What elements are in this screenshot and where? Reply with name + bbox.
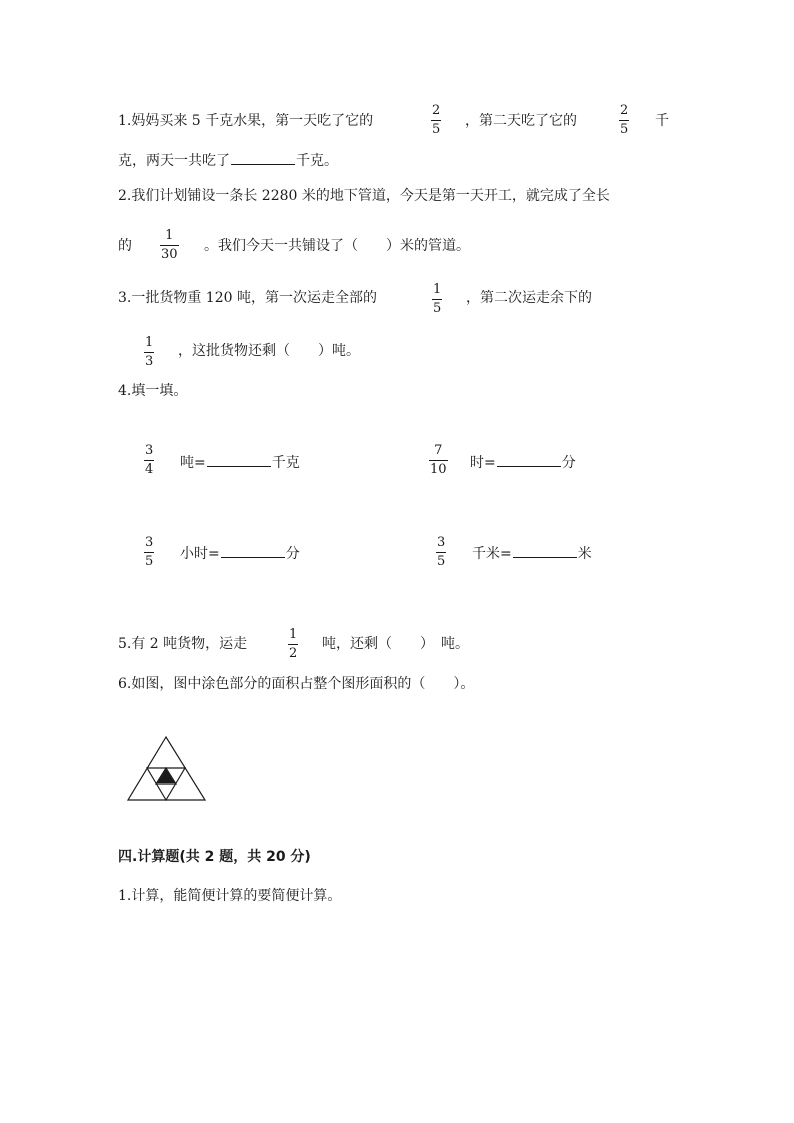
q1-text-pre: 1.妈妈买来 5 千克水果，第一天吃了它的 bbox=[118, 113, 374, 129]
q1-text-post: 千 bbox=[655, 113, 669, 129]
q4-item3-pre: 小时= bbox=[180, 546, 220, 562]
q1-frac1-denominator: 5 bbox=[432, 122, 441, 137]
q3-frac1-denominator: 5 bbox=[433, 301, 442, 316]
fraction-bar bbox=[429, 460, 448, 461]
q4-title: 4.填一填。 bbox=[118, 383, 188, 399]
q4-item4-pre: 千米= bbox=[472, 546, 512, 562]
q4-item2-numerator: 7 bbox=[434, 443, 443, 458]
fraction-bar bbox=[619, 120, 629, 121]
q1-frac2-denominator: 5 bbox=[620, 122, 629, 137]
q4-item4-denominator: 5 bbox=[437, 554, 446, 569]
q4-item1-fraction bbox=[144, 444, 154, 477]
fraction-bar bbox=[288, 644, 298, 645]
q4-item2-fraction bbox=[429, 444, 448, 477]
q5-frac-denominator: 2 bbox=[289, 646, 298, 661]
q4-item1-blank[interactable] bbox=[207, 452, 271, 467]
q4-item4-numerator: 3 bbox=[437, 535, 446, 550]
q1-text-mid: ，第二天吃了它的 bbox=[465, 113, 577, 129]
q4-item4-text bbox=[472, 543, 592, 562]
q3-text-pre: 3.一批货物重 120 吨，第一次运走全部的 bbox=[118, 290, 377, 306]
q1-frac1-numerator: 2 bbox=[432, 103, 441, 118]
fraction-bar bbox=[436, 552, 446, 553]
q3-frac1-numerator: 1 bbox=[433, 282, 442, 297]
q4-item4-blank[interactable] bbox=[513, 543, 577, 558]
q2-line2-pre: 的 bbox=[118, 238, 132, 254]
q1-fraction-1 bbox=[431, 104, 441, 137]
q4-item3-fraction bbox=[144, 536, 154, 569]
triangle-figure bbox=[126, 736, 208, 802]
q4-item3-denominator: 5 bbox=[145, 554, 154, 569]
q2-fraction bbox=[160, 229, 179, 262]
q1-frac2-numerator: 2 bbox=[620, 103, 629, 118]
q2-frac-numerator: 1 bbox=[165, 228, 174, 243]
q4-item2-text bbox=[470, 452, 576, 471]
q4-item2-post: 分 bbox=[561, 455, 576, 471]
fraction-bar bbox=[144, 460, 154, 461]
q3-frac2-numerator: 1 bbox=[145, 335, 154, 350]
fraction-bar bbox=[431, 120, 441, 121]
q4-item4-fraction bbox=[436, 536, 446, 569]
q3-text-post: ，第二次运走余下的 bbox=[466, 290, 592, 306]
q2-frac-denominator: 30 bbox=[161, 247, 178, 262]
q5-text-post: 吨，还剩（ ） 吨。 bbox=[322, 636, 469, 652]
q1-fraction-2 bbox=[619, 104, 629, 137]
fraction-bar bbox=[144, 352, 154, 353]
q5-fraction bbox=[288, 628, 298, 661]
q4-item2-denominator: 10 bbox=[430, 462, 447, 477]
q6-text: 6.如图，图中涂色部分的面积占整个图形面积的（ ）。 bbox=[118, 676, 475, 692]
q5-text-pre: 5.有 2 吨货物，运走 bbox=[118, 636, 248, 652]
section-heading: 四.计算题(共 2 题，共 20 分) bbox=[118, 849, 311, 865]
q1-answer-blank[interactable] bbox=[231, 150, 295, 165]
q4-item2-pre: 时= bbox=[470, 455, 496, 471]
section4-q1-text: 1.计算，能简便计算的要简便计算。 bbox=[118, 888, 342, 904]
q4-item2-blank[interactable] bbox=[497, 452, 561, 467]
q4-item3-post: 分 bbox=[285, 546, 300, 562]
q5-frac-numerator: 1 bbox=[289, 627, 298, 642]
q4-item3-blank[interactable] bbox=[221, 543, 285, 558]
q2-line1: 2.我们计划铺设一条长 2280 米的地下管道，今天是第一天开工，就完成了全长 bbox=[118, 188, 610, 204]
q4-item3-numerator: 3 bbox=[145, 535, 154, 550]
q4-item4-post: 米 bbox=[577, 546, 592, 562]
fraction-bar bbox=[160, 245, 179, 246]
q3-fraction-1 bbox=[432, 283, 442, 316]
fraction-bar bbox=[432, 299, 442, 300]
q4-item1-pre: 吨= bbox=[180, 455, 206, 471]
q4-item1-post: 千克 bbox=[271, 455, 300, 471]
q1-line2-post: 千克。 bbox=[296, 153, 338, 169]
q4-item1-denominator: 4 bbox=[145, 462, 154, 477]
q3-fraction-2 bbox=[144, 336, 154, 369]
q4-item3-text bbox=[180, 543, 300, 562]
q4-item1-numerator: 3 bbox=[145, 443, 154, 458]
q1-line2 bbox=[118, 150, 338, 169]
q3-line2-post: ，这批货物还剩（ ）吨。 bbox=[178, 343, 360, 359]
q1-line2-pre: 克，两天一共吃了 bbox=[118, 153, 230, 169]
q2-line2-post: 。我们今天一共铺设了（ ）米的管道。 bbox=[204, 238, 470, 254]
q3-frac2-denominator: 3 bbox=[145, 354, 154, 369]
q4-item1-text bbox=[180, 452, 300, 471]
fraction-bar bbox=[144, 552, 154, 553]
